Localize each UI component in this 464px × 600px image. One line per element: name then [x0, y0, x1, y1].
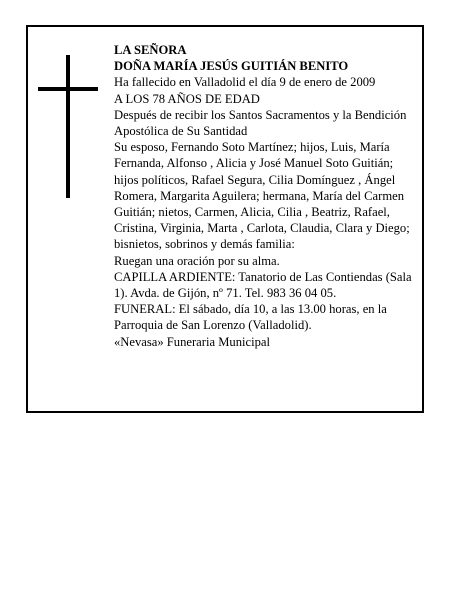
deceased-name: DOÑA MARÍA JESÚS GUITIÁN BENITO — [114, 59, 349, 74]
family-paragraph: Su esposo, Fernando Soto Martínez; hijos, Luis, María Fernanda, Alfonso , Alicia y José Manuel Soto Guitián; hijos políticos, Rafael Segura, Cilia Domínguez , Ángel Romera, Margarita Aguilera; hermana, María del Carmen Guitián; nietos, Carmen, Alicia, Cilia , Beatriz, Rafael, Cristina, Virginia, Marta , Carlota, Claudia, Clara y Diego; bisnietos, sobrinos y demás familia: — [114, 140, 410, 252]
notice-text — [114, 42, 420, 350]
death-line: Ha fallecido en Valladolid el día 9 de enero de 2009 — [114, 75, 376, 90]
cross-icon — [38, 55, 98, 198]
chapel-paragraph: CAPILLA ARDIENTE: Tanatorio de Las Contiendas (Sala 1). Avda. de Gijón, nº 71. Tel. 983 36 04 05. — [114, 269, 412, 301]
age-line: A LOS 78 AÑOS DE EDAD — [114, 91, 260, 106]
funeral-home-line: «Nevasa» Funeraria Municipal — [114, 334, 270, 349]
notice-title: LA SEÑORA — [114, 43, 187, 57]
prayer-line: Ruegan una oración por su alma. — [114, 253, 280, 268]
cross-vertical-bar — [66, 55, 70, 198]
sacraments-line: Después de recibir los Santos Sacramentos y la Bendición Apostólica de Su Santidad — [114, 107, 407, 139]
cross-horizontal-bar — [38, 87, 98, 91]
funeral-paragraph: FUNERAL: El sábado, día 10, a las 13.00 horas, en la Parroquia de San Lorenzo (Valladolid). — [114, 302, 387, 333]
obituary-notice — [26, 25, 424, 413]
